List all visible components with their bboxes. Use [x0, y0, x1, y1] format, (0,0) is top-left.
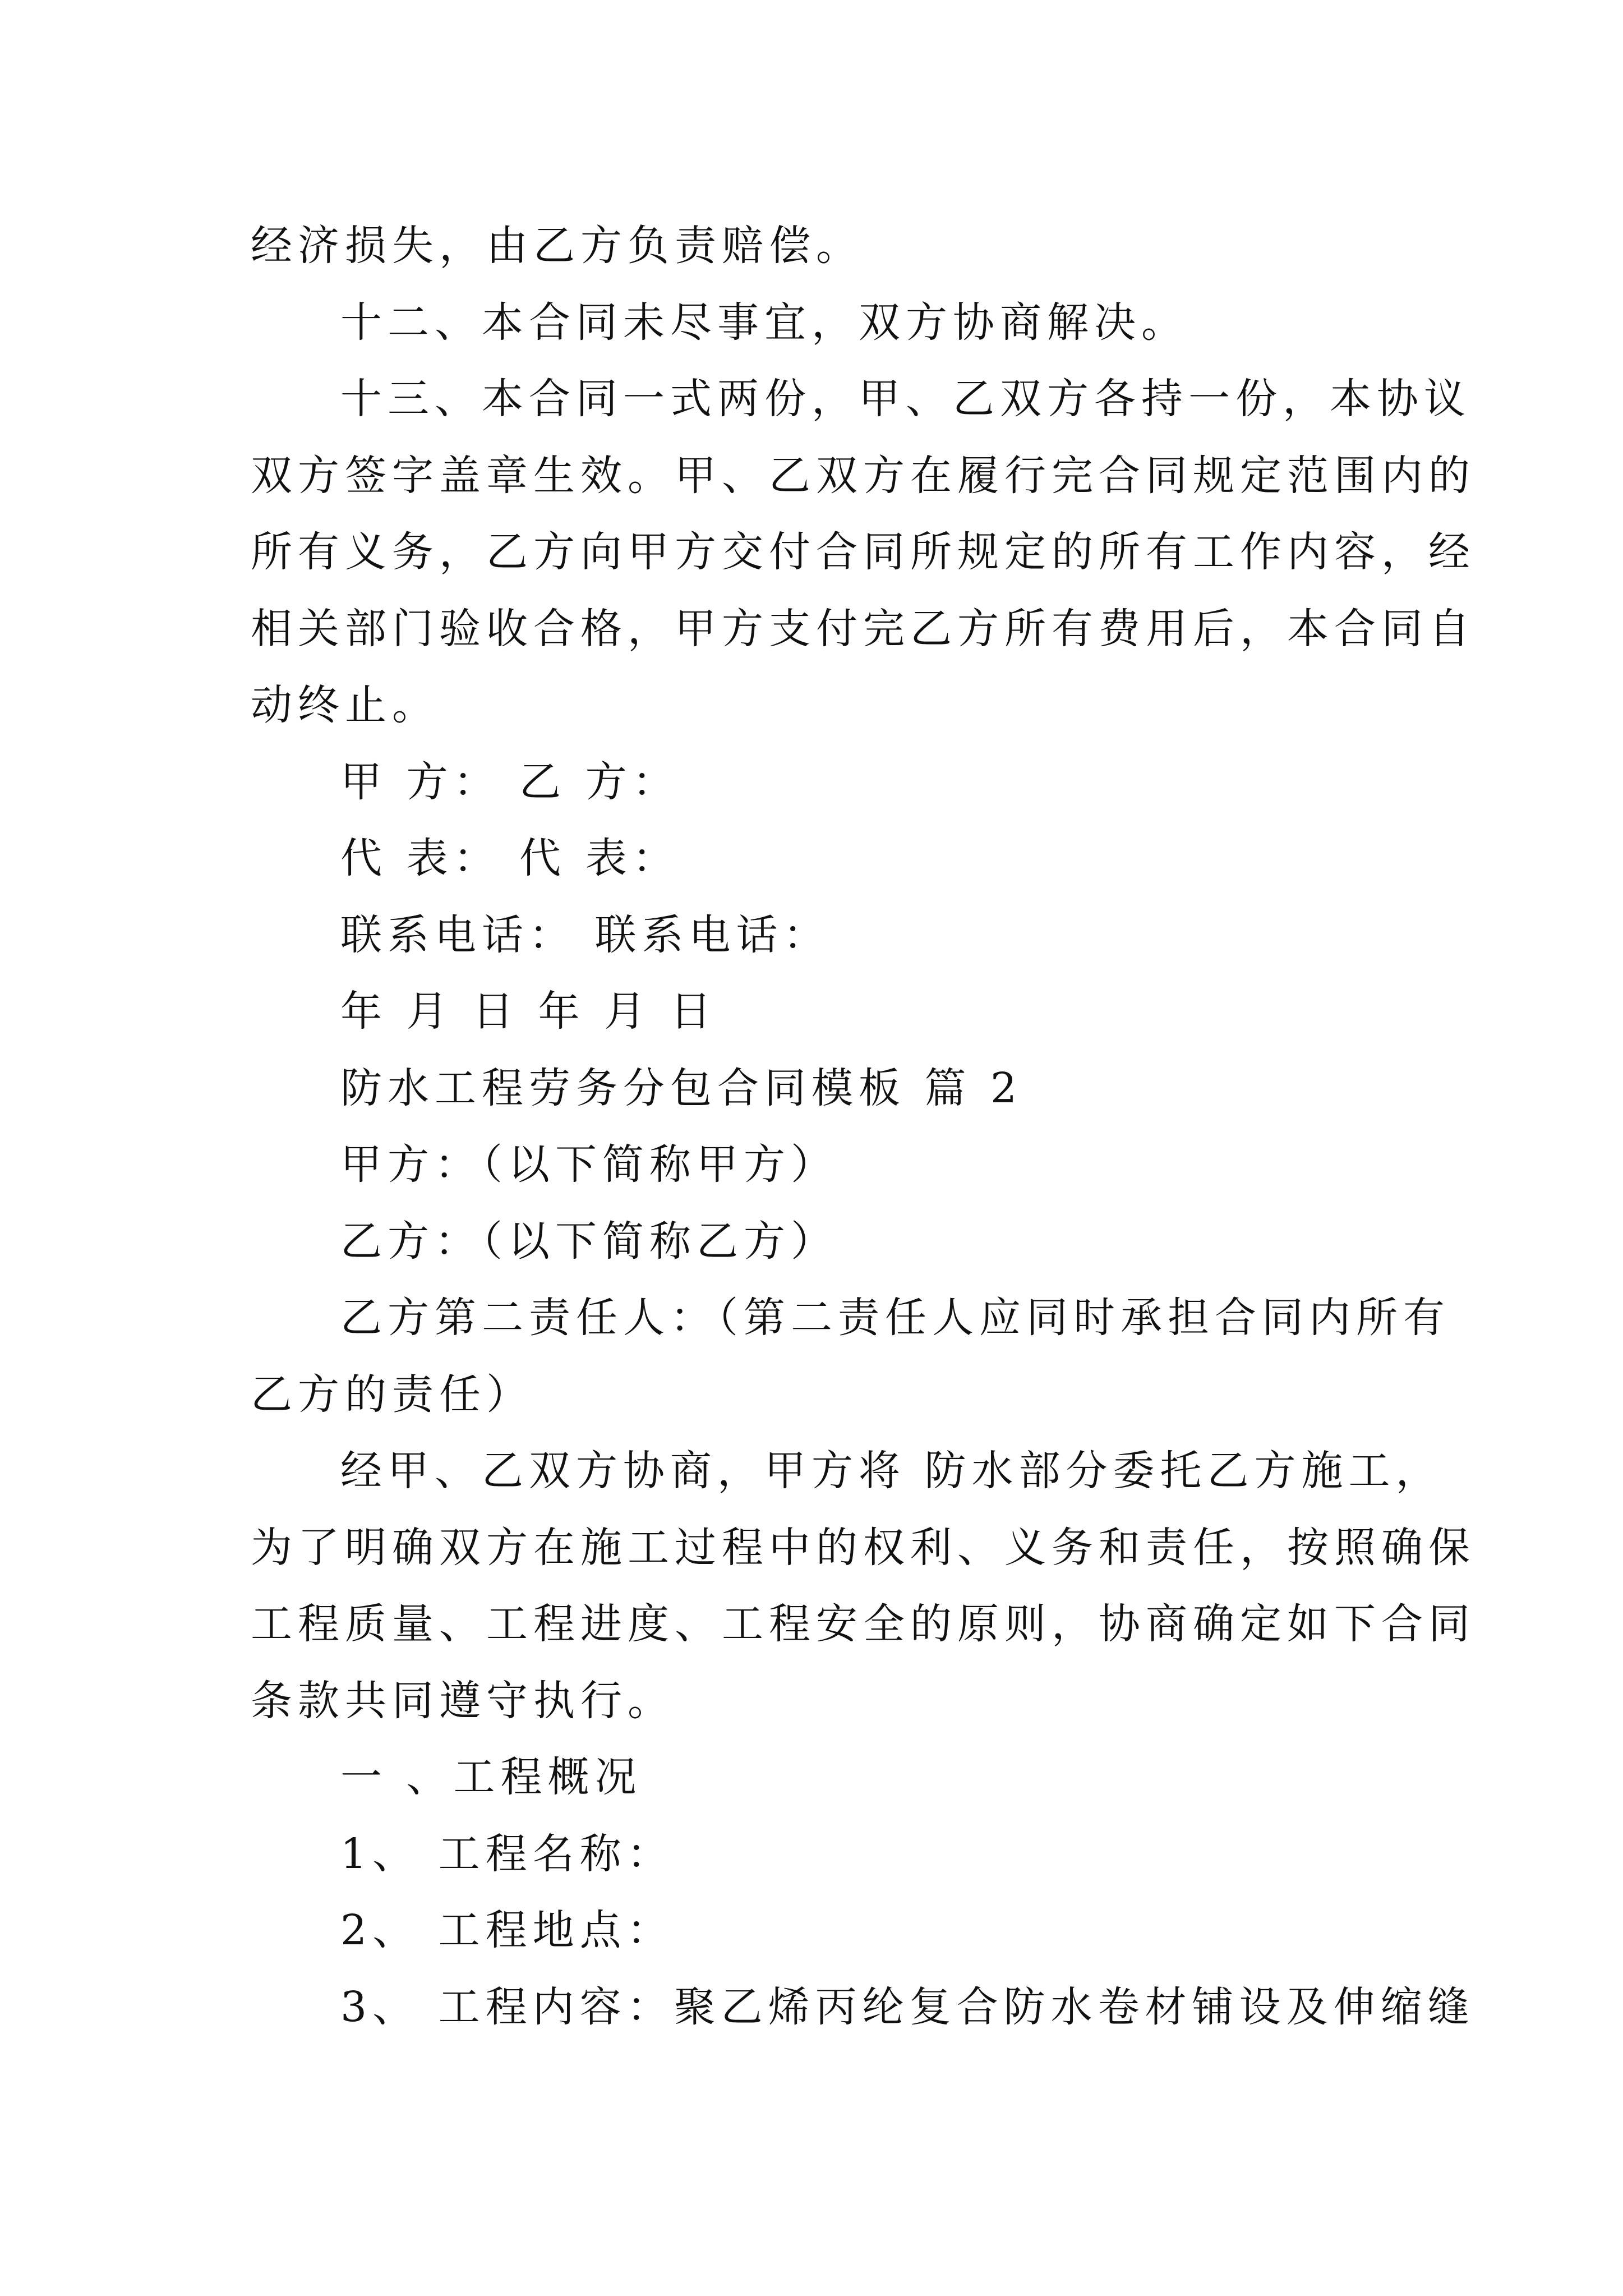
document-line: 工程质量、工程进度、工程安全的原则，协商确定如下合同 [251, 1600, 1476, 1648]
document-line: 乙方：（以下简称乙方） [340, 1217, 838, 1266]
document-line: 双方签字盖章生效。甲、乙双方在履行完合同规定范围内的 [251, 451, 1476, 500]
document-body [251, 208, 1476, 2045]
document-line: 为了明确双方在施工过程中的权利、义务和责任，按照确保 [251, 1523, 1476, 1572]
document-line: 相关部门验收合格，甲方支付完乙方所有费用后，本合同自 [251, 604, 1476, 653]
document-line: 甲方：（以下简称甲方） [340, 1140, 838, 1189]
document-line: 联系电话： 联系电话： [340, 910, 831, 959]
document-line: 经济损失，由乙方负责赔偿。 [251, 222, 863, 270]
document-line: 十二、本合同未尽事宜，双方协商解决。 [340, 298, 1188, 347]
document-line: 一 、工程概况 [340, 1753, 642, 1801]
document-line: 年 月 日 年 月 日 [340, 987, 717, 1036]
document-line: 1、 工程名称： [340, 1829, 674, 1878]
document-line: 3、 工程内容：聚乙烯丙纶复合防水卷材铺设及伸缩缝 [340, 1982, 1475, 2031]
document-line: 乙方的责任） [251, 1370, 533, 1419]
document-line: 代 表： 代 表： [340, 834, 680, 882]
document-line: 所有义务，乙方向甲方交付合同所规定的所有工作内容，经 [251, 528, 1476, 576]
document-line: 十三、本合同一式两份，甲、乙双方各持一份，本协议 [340, 375, 1471, 423]
document-line: 防水工程劳务分包合同模板 篇 2 [340, 1064, 1023, 1112]
document-line: 甲 方： 乙 方： [340, 757, 680, 806]
document-line: 乙方第二责任人：（第二责任人应同时承担合同内所有 [340, 1294, 1450, 1342]
document-line: 经甲、乙双方协商，甲方将 防水部分委托乙方施工， [340, 1447, 1443, 1495]
document-line: 动终止。 [251, 681, 439, 729]
document-line: 条款共同遵守执行。 [251, 1676, 675, 1725]
document-line: 2、 工程地点： [340, 1906, 674, 1954]
